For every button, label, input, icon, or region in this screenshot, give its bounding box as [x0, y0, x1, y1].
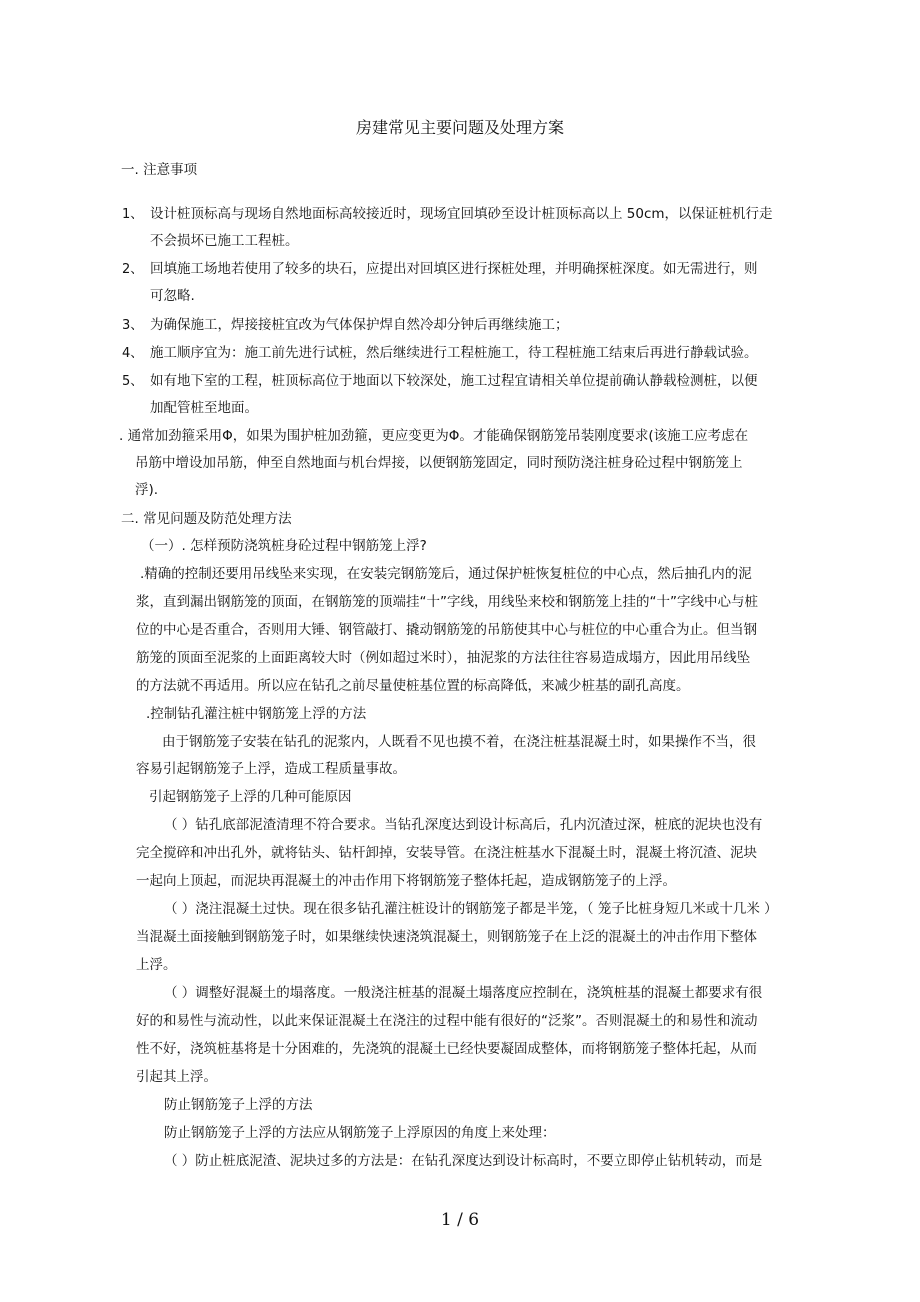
list-item-line: 设计桩顶标高与现场自然地面标高较接近时，现场宜回填砂至设计桩顶标高以上 50cm，以保证桩机行走 [150, 206, 773, 222]
paragraph-line: 的方法就不再适用。所以应在钻孔之前尽量使桩基位置的标高降低，来减少桩基的副孔高度。 [136, 678, 690, 694]
paragraph-line: 引起其上浮。 [136, 1069, 217, 1085]
page-number: 1 / 6 [440, 1210, 480, 1230]
paragraph-line: 位的中心是否重合，否则用大锤、钢管敲打、撬动钢筋笼的吊筋使其中心与桩位的中心重合为止。但当钢 [136, 622, 757, 638]
list-item-number: 3、 [122, 318, 144, 333]
paragraph-line: 完全搅碎和冲出孔外，就将钻头、钻杆卸掉，安装导管。在浇注桩基水下混凝土时，混凝土将沉渣、泥块 [136, 845, 757, 861]
section-heading-problems: 二. 常见问题及防范处理方法 [121, 511, 292, 527]
paragraph-line: 防止钢筋笼子上浮的方法应从钢筋笼子上浮原因的角度上来处理： [164, 1125, 556, 1141]
paragraph-line: （ ）浇注混凝土过快。现在很多钻孔灌注桩设计的钢筋笼子都是半笼，（ 笼子比桩身短几米或十几米 ） [164, 901, 778, 917]
list-item-line: 不会损坏已施工工程桩。 [150, 233, 299, 249]
list-item-line: 施工顺序宜为：施工前先进行试桩，然后继续进行工程桩施工，待工程桩施工结束后再进行静载试验。 [150, 345, 758, 361]
note-line: 吊筋中增设加吊筋，伸至自然地面与机台焊接，以便钢筋笼固定，同时预防浇注桩身砼过程中钢筋笼上 [135, 455, 743, 471]
paragraph-line: 好的和易性与流动性，以此来保证混凝土在浇注的过程中能有很好的“泛浆”。否则混凝土的和易性和流动 [136, 1013, 758, 1029]
section-heading-notes: 一. 注意事项 [121, 162, 198, 178]
list-item-number: 2、 [122, 262, 144, 277]
list-item-number: 5、 [122, 374, 144, 389]
paragraph-line: （ ）钻孔底部泥渣清理不符合要求。当钻孔深度达到设计标高后，孔内沉渣过深，桩底的泥块也没有 [164, 817, 763, 833]
paragraph-line: .精确的控制还要用吊线坠来实现，在安装完钢筋笼后，通过保护桩恢复桩位的中心点，然后抽孔内的泥 [140, 566, 752, 582]
paragraph-line: 当混凝土面接触到钢筋笼子时，如果继续快速浇筑混凝土，则钢筋笼子在上泛的混凝土的冲击作用下整体 [136, 929, 757, 945]
paragraph-line: 浆，直到漏出钢筋笼的顶面，在钢筋笼的顶端挂“十”字线，用线坠来校和钢筋笼上挂的“十”字线中心与桩 [136, 594, 758, 610]
list-item-line: 回填施工场地若使用了较多的块石，应提出对回填区进行探桩处理，并明确探桩深度。如无需进行，则 [150, 261, 758, 277]
paragraph-line: （ ）防止桩底泥渣、泥块过多的方法是：在钻孔深度达到设计标高时，不要立即停止钻机转动，而是 [164, 1153, 763, 1169]
note-line: . 通常加劲箍采用Φ，如果为围护桩加劲箍，更应变更为Φ。才能确保钢筋笼吊装刚度要求(该施工应考虑在 [119, 428, 749, 444]
paragraph-line: 一起向上顶起，而泥块再混凝土的冲击作用下将钢筋笼子整体托起，造成钢筋笼子的上浮。 [136, 873, 676, 889]
list-item-number: 1、 [122, 207, 144, 222]
paragraph-line: 由于钢筋笼子安装在钻孔的泥浆内，人既看不见也摸不着，在浇注桩基混凝土时，如果操作不当，很 [162, 734, 756, 750]
paragraph-line: 上浮。 [136, 957, 177, 973]
list-item-line: 如有地下室的工程，桩顶标高位于地面以下较深处，施工过程宜请相关单位提前确认静载检测桩，以便 [150, 373, 758, 389]
question-heading: （一）. 怎样预防浇筑桩身砼过程中钢筋笼上浮? [141, 538, 427, 554]
sub-heading: .控制钻孔灌注桩中钢筋笼上浮的方法 [146, 706, 367, 722]
list-item-line: 加配管桩至地面。 [150, 400, 258, 416]
paragraph-line: 筋笼的顶面至泥浆的上面距离较大时（例如超过米时），抽泥浆的方法往往容易造成塌方，因此用吊线坠 [136, 650, 751, 666]
document-title: 房建常见主要问题及处理方案 [355, 118, 564, 137]
list-item-line: 为确保施工，焊接接桩宜改为气体保护焊自然冷却分钟后再继续施工； [150, 317, 569, 333]
note-line: 浮). [135, 482, 159, 498]
paragraph-line: 容易引起钢筋笼子上浮，造成工程质量事故。 [136, 761, 406, 777]
sub-heading: 防止钢筋笼子上浮的方法 [164, 1097, 313, 1113]
paragraph-line: 性不好，浇筑桩基将是十分困难的，先浇筑的混凝土已经快要凝固成整体，而将钢筋笼子整体托起，从而 [136, 1041, 757, 1057]
list-item-number: 4、 [122, 346, 144, 361]
sub-heading: 引起钢筋笼子上浮的几种可能原因 [149, 789, 352, 805]
paragraph-line: （ ）调整好混凝土的塌落度。一般浇注桩基的混凝土塌落度应控制在，浇筑桩基的混凝土都要求有很 [164, 985, 763, 1001]
list-item-line: 可忽略. [150, 288, 195, 304]
